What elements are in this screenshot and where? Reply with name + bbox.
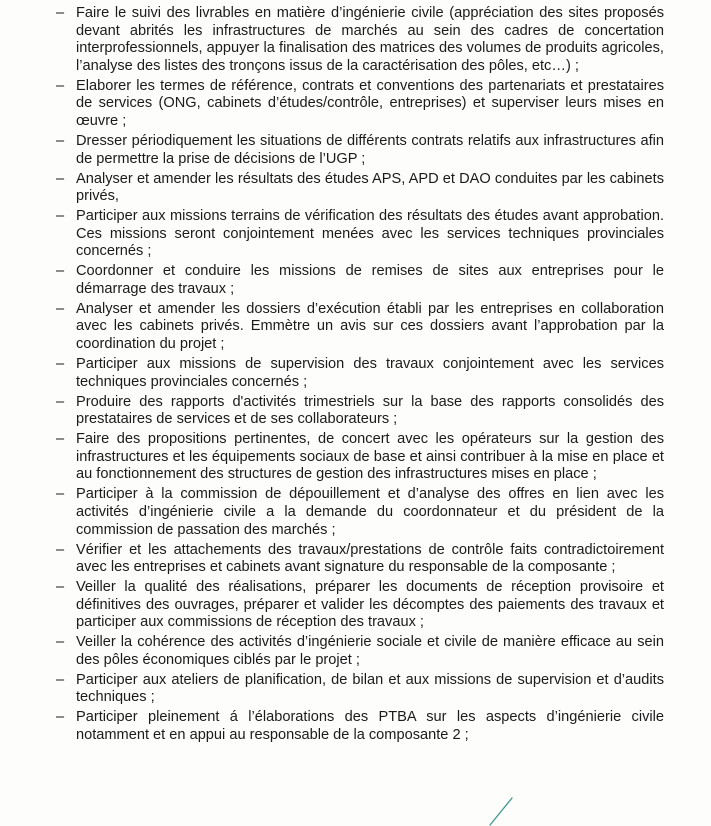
- bullet-dash: –: [56, 356, 65, 373]
- list-item: [56, 356, 664, 391]
- list-item-text: Elaborer les termes de référence, contrats et conventions des partenariats et prestataires de services (ONG, cabinets d’études/contrôle, entreprises) et superviser leurs mises en œuvre ;: [76, 77, 664, 129]
- bullet-dash: –: [56, 77, 65, 94]
- bullet-dash: –: [56, 709, 65, 726]
- bullet-dash: –: [56, 5, 65, 21]
- list-item-text: Participer à la commission de dépouillement et d’analyse des offres en lien avec les activités d’ingénierie civile a la demande du coordonnateur et du président de la commission de passation des marchés ;: [76, 486, 664, 538]
- list-item: [56, 431, 664, 484]
- list-item: [56, 78, 664, 131]
- bullet-dash: –: [56, 579, 65, 596]
- list-item: [56, 301, 664, 354]
- list-item-text: Faire des propositions pertinentes, de concert avec les opérateurs sur la gestion des infrastructures et les équipements sociaux de base et ainsi contribuer à la mise en place et au fonctionnement des structures de gestion des infrastructures mises en place ;: [76, 431, 664, 483]
- list-item-text: Veiller la cohérence des activités d’ingénierie sociale et civile de manière efficace au sein des pôles économiques ciblés par le projet ;: [76, 634, 664, 668]
- bullet-dash: –: [56, 634, 65, 651]
- bullet-dash: –: [56, 393, 65, 410]
- list-item-text: Participer aux missions de supervision des travaux conjointement avec les services techniques provinciales concernés ;: [76, 356, 664, 390]
- list-item: [56, 5, 664, 75]
- list-item: [56, 709, 664, 744]
- bullet-dash: –: [56, 486, 65, 503]
- bullet-dash: –: [56, 671, 65, 688]
- list-item-text: Dresser périodiquement les situations de différents contrats relatifs aux infrastructures afin de permettre la prise de décisions de l’UGP ;: [76, 132, 664, 167]
- list-item: [56, 542, 664, 577]
- list-item-text: Vérifier et les attachements des travaux/prestations de contrôle faits contradictoirement avec les entreprises et cabinets avant signature du responsable de la composante ;: [76, 541, 664, 576]
- list-item-text: Participer aux ateliers de planification, de bilan et aux missions de supervision et d’audits techniques ;: [76, 671, 664, 706]
- list-item: [56, 208, 664, 261]
- bullet-dash: –: [56, 541, 65, 558]
- bullet-dash: –: [56, 208, 65, 225]
- list-item: [56, 394, 664, 429]
- list-item-text: Produire des rapports d'activités trimestriels sur la base des rapports consolidés des prestataires de services et de ses collaborateurs ;: [76, 393, 664, 428]
- responsibilities-list: [56, 5, 664, 747]
- list-item-text: Analyser et amender les résultats des études APS, APD et DAO conduites par les cabinets privés,: [76, 170, 664, 205]
- list-item: [56, 579, 664, 632]
- list-item: [56, 133, 664, 168]
- list-item-text: Veiller la qualité des réalisations, préparer les documents de réception provisoire et définitives des ouvrages, préparer et valider les décomptes des paiements des travaux et participer aux commissions de réception des travaux ;: [76, 579, 664, 631]
- list-item-text: Coordonner et conduire les missions de remises de sites aux entreprises pour le démarrage des travaux ;: [76, 263, 664, 297]
- list-item: [56, 672, 664, 707]
- pen-stroke-mark: [488, 796, 516, 826]
- list-item-text: Participer aux missions terrains de vérification des résultats des études avant approbation. Ces missions seront conjointement menées avec les services techniques provinciales concernés ;: [76, 208, 664, 260]
- list-item-text: Participer pleinement á l’élaborations des PTBA sur les aspects d’ingénierie civile notamment et en appui au responsable de la composante 2 ;: [76, 709, 664, 744]
- bullet-dash: –: [56, 431, 65, 448]
- list-item: [56, 263, 664, 298]
- bullet-dash: –: [56, 263, 65, 280]
- list-item: [56, 171, 664, 206]
- list-item-text: Faire le suivi des livrables en matière d’ingénierie civile (appréciation des sites proposés devant abrités les infrastructures de marchés au sein des cadres de concertation interprofessionnels, appuyer la finalisation des matrices des volumes de produits agricoles, l’analyse des listes des tronçons issus de la caractérisation des pôles, etc…) ;: [76, 5, 664, 74]
- list-item: [56, 634, 664, 669]
- bullet-dash: –: [56, 170, 65, 187]
- bullet-dash: –: [56, 300, 65, 317]
- list-item-text: Analyser et amender les dossiers d’exécution établi par les entreprises en collaboration avec les cabinets privés. Emmètre un avis sur ces dossiers avant l’approbation par la coordination du projet ;: [76, 300, 664, 353]
- bullet-dash: –: [56, 132, 65, 149]
- list-item: [56, 486, 664, 539]
